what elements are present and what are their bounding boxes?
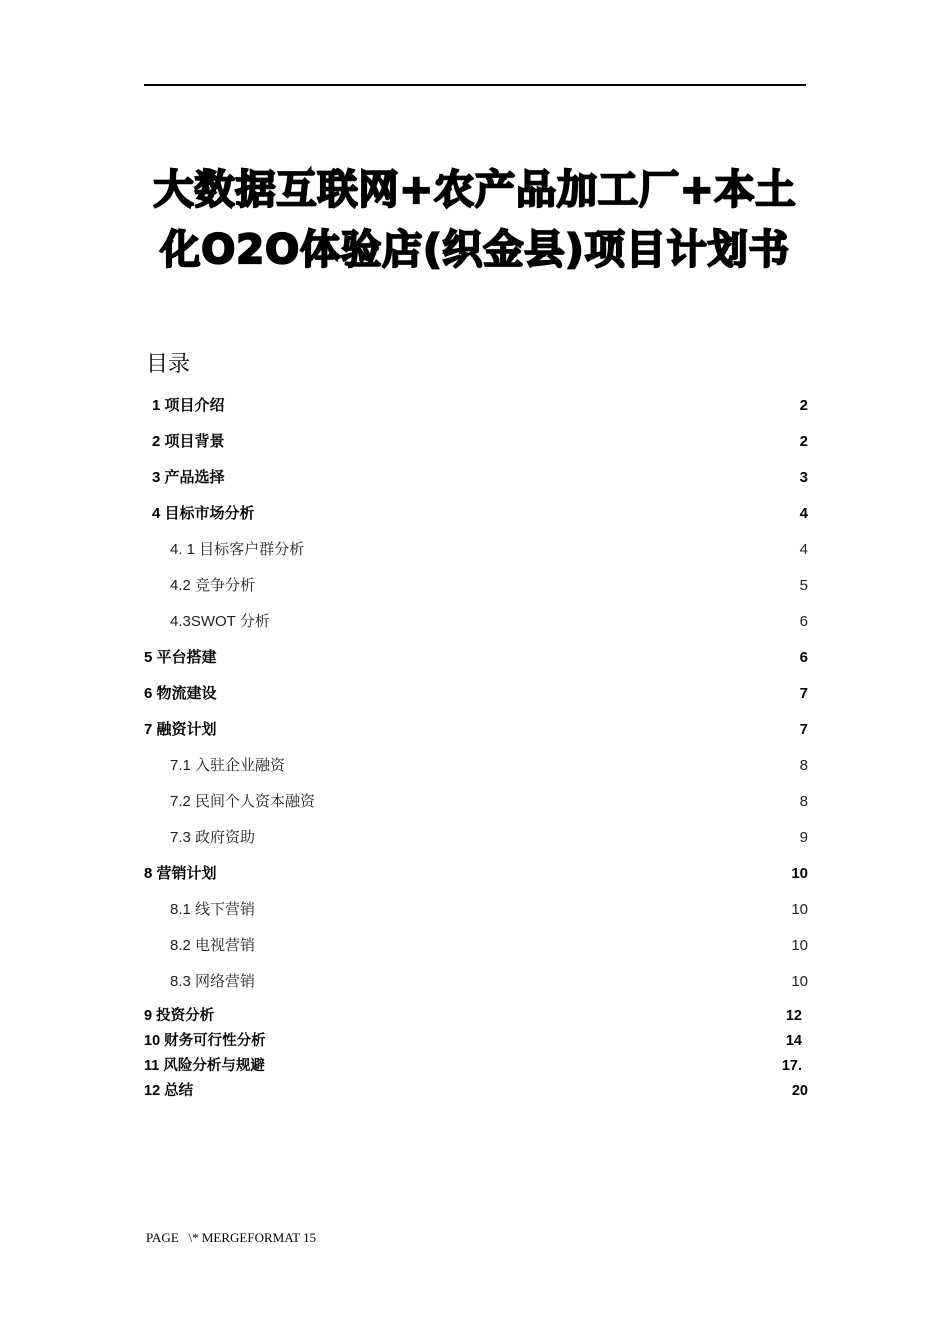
table-of-contents <box>144 392 808 1104</box>
header-rule <box>144 84 806 86</box>
toc-entry[interactable]: 9 投资分析 12 <box>144 1008 802 1024</box>
toc-heading: 目录 <box>146 352 191 377</box>
toc-subentry[interactable]: 7.3 政府资助 9 <box>170 829 808 846</box>
toc-entry[interactable]: 7 融资计划 7 <box>144 721 808 738</box>
page-footer: PAGE \* MERGEFORMAT 15 <box>146 1230 317 1245</box>
toc-entry[interactable]: 1 项目介绍 2 <box>152 397 808 414</box>
toc-entry[interactable]: 3 产品选择 3 <box>152 469 808 486</box>
toc-subentry[interactable]: 8.2 电视营销 10 <box>170 937 808 954</box>
toc-entry[interactable]: 2 项目背景 2 <box>152 433 808 450</box>
toc-entry[interactable]: 10 财务可行性分析 14 <box>144 1033 802 1049</box>
toc-subentry[interactable]: 4. 1 目标客户群分析 4 <box>170 541 808 558</box>
toc-subentry[interactable]: 7.2 民间个人资本融资 8 <box>170 793 808 810</box>
toc-subentry[interactable]: 4.3SWOT 分析 6 <box>170 613 808 630</box>
toc-subentry[interactable]: 7.1 入驻企业融资 8 <box>170 757 808 774</box>
toc-subentry[interactable]: 4.2 竞争分析 5 <box>170 577 808 594</box>
toc-entry[interactable]: 5 平台搭建 6 <box>144 649 808 666</box>
toc-entry[interactable]: 6 物流建设 7 <box>144 685 808 702</box>
document-title <box>144 160 806 280</box>
toc-entry[interactable]: 4 目标市场分析 4 <box>152 505 808 522</box>
title-line-1: 大数据互联网+农产品加工厂+本土 <box>153 167 797 213</box>
toc-entry[interactable]: 11 风险分析与规避 17. <box>144 1058 802 1074</box>
toc-entry[interactable]: 8 营销计划 10 <box>144 865 808 882</box>
title-line-2: 化O2O体验店(织金县)项目计划书 <box>160 227 790 273</box>
toc-entry[interactable]: 12 总结 20 <box>144 1083 808 1099</box>
toc-subentry[interactable]: 8.1 线下营销 10 <box>170 901 808 918</box>
toc-subentry[interactable]: 8.3 网络营销 10 <box>170 973 808 990</box>
